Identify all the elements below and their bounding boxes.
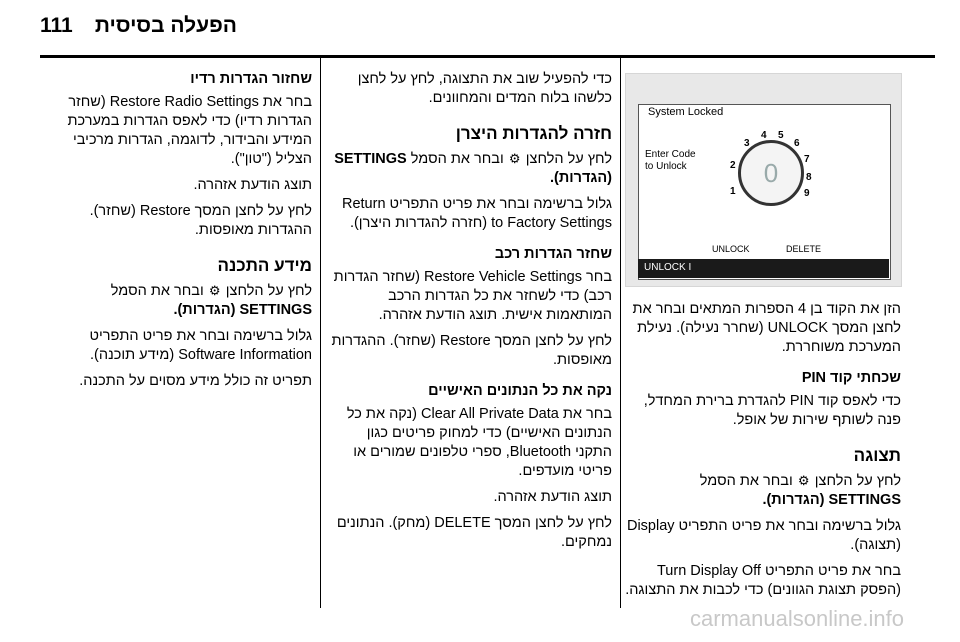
text: הזן את הקוד בן 4 הספרות המתאים ובחר xyxy=(655,301,901,317)
paragraph: תוצג הודעת אזהרה. xyxy=(193,177,312,193)
system-locked-title: System Locked xyxy=(648,106,724,118)
dial-digit: 6 xyxy=(794,138,800,149)
delete-button: DELETE xyxy=(786,244,822,254)
gear-icon: ⚙ xyxy=(208,283,221,298)
page-number: 111 xyxy=(40,14,73,37)
paragraph: לחץ על לחצן המסך Restore (שחזר). ההגדרות מאופסות. xyxy=(331,333,612,368)
text: ובחר את הסמל xyxy=(699,473,793,489)
column-divider xyxy=(620,58,621,608)
paragraph: גלול ברשימה ובחר את פריט התפריט Display (תצוגה). xyxy=(626,518,901,553)
column-left xyxy=(40,70,312,398)
text: נעילת המערכת משוחררת. xyxy=(637,320,901,355)
text: לחץ על הלחצן xyxy=(225,283,312,299)
paragraph: לחץ על לחצן המסך DELETE (מחק). הנתונים נמחקים. xyxy=(336,515,612,550)
system-locked-screenshot xyxy=(625,73,902,287)
section-heading: חזרה להגדרות היצרן xyxy=(455,124,612,143)
paragraph xyxy=(625,471,901,510)
paragraph: בחר את פריט התפריט Turn Display Off (הפסק תצוגת הגוונים) כדי לכבות את התצוגה. xyxy=(625,563,901,598)
text: לחץ על הלחצן xyxy=(814,473,901,489)
code-dial xyxy=(738,140,804,206)
text: SETTINGS (הגדרות). xyxy=(762,492,901,508)
paragraph: גלול ברשימה ובחר את פריט התפריט Software Information (מידע תוכנה). xyxy=(89,328,312,363)
paragraph: תוצג הודעת אזהרה. xyxy=(493,489,612,505)
paragraph: תפריט זה כולל מידע מסוים על התכנה. xyxy=(79,373,312,389)
paragraph xyxy=(330,149,612,188)
paragraph: בחר את Restore Radio Settings (שחזר הגדרות רדיו) כדי לאפס הגדרות במערכת המידע והבידור, לדוגמה, הגדרות מרכיבי הצליל ("טון"). xyxy=(67,94,312,167)
text: ובחר את הסמל xyxy=(410,151,504,167)
column-divider xyxy=(320,58,321,608)
text: לחץ על הלחצן xyxy=(525,151,612,167)
paragraph xyxy=(625,300,901,357)
unlock-button: UNLOCK xyxy=(712,244,750,254)
paragraph: לחץ על לחצן המסך Restore (שחזר). ההגדרות מאופסות. xyxy=(89,203,312,238)
dial-digit: 8 xyxy=(806,172,812,183)
paragraph: כדי להפעיל שוב את התצוגה, לחץ על לחצן כלשהו בלוח המדים והמחוונים. xyxy=(357,71,612,106)
text: ובחר את הסמל xyxy=(110,283,204,299)
gear-icon: ⚙ xyxy=(508,151,521,166)
subheading: נקה את כל הנתונים האישיים xyxy=(428,383,612,399)
enter-code-prompt: Enter Code to Unlock xyxy=(645,149,696,172)
dial-digit: 5 xyxy=(778,130,784,141)
header-rule xyxy=(40,55,935,58)
paragraph: בחר Restore Vehicle Settings (שחזר הגדרות רכב) כדי לשחזר את כל הגדרות הרכב המותאמות אישית. תוצג הודעת אזהרה. xyxy=(333,269,612,323)
subheading: שחזור הגדרות רדיו xyxy=(190,71,312,87)
bottom-bar-label: UNLOCK I xyxy=(644,262,692,273)
watermark: carmanualsonline.info xyxy=(690,606,905,631)
paragraph: בחר את Clear All Private Data (נקה את כל הנתונים האישיים) כדי למחוק פריטים כגון התקני Bluetooth, ספרי טלפונים שמורים או פריטי מועדפים. xyxy=(346,406,612,479)
text: SETTINGS (הגדרות). xyxy=(334,151,612,186)
dial-digit: 9 xyxy=(804,188,810,199)
column-right xyxy=(625,300,901,607)
subheading: שכחתי קוד PIN xyxy=(801,370,901,386)
subheading: שחזר הגדרות רכב xyxy=(494,246,612,262)
dial-digit: 3 xyxy=(744,138,750,149)
dial-digit: 1 xyxy=(730,186,736,197)
dial-value: 0 xyxy=(763,158,779,188)
paragraph xyxy=(40,281,312,320)
section-heading: תצוגה xyxy=(853,446,901,465)
dial-digit: 4 xyxy=(761,130,767,141)
bottom-bar xyxy=(638,259,889,278)
text: את לחצן המסך UNLOCK (שחרר נעילה). xyxy=(632,301,901,336)
dial-digit: 2 xyxy=(730,160,736,171)
page-title: הפעלה בסיסית xyxy=(94,14,237,37)
dial-digit: 7 xyxy=(804,154,810,165)
paragraph: גלול ברשימה ובחר את פריט התפריט Return to Factory Settings (חזרה להגדרות היצרן). xyxy=(341,196,612,231)
paragraph: כדי לאפס קוד PIN להגדרת ברירת המחדל, פנה לשותף שירות של אופל. xyxy=(643,393,901,428)
gear-icon: ⚙ xyxy=(797,473,810,488)
text: SETTINGS (הגדרות). xyxy=(173,302,312,318)
column-middle xyxy=(330,70,612,559)
section-heading: מידע התכנה xyxy=(217,256,312,275)
